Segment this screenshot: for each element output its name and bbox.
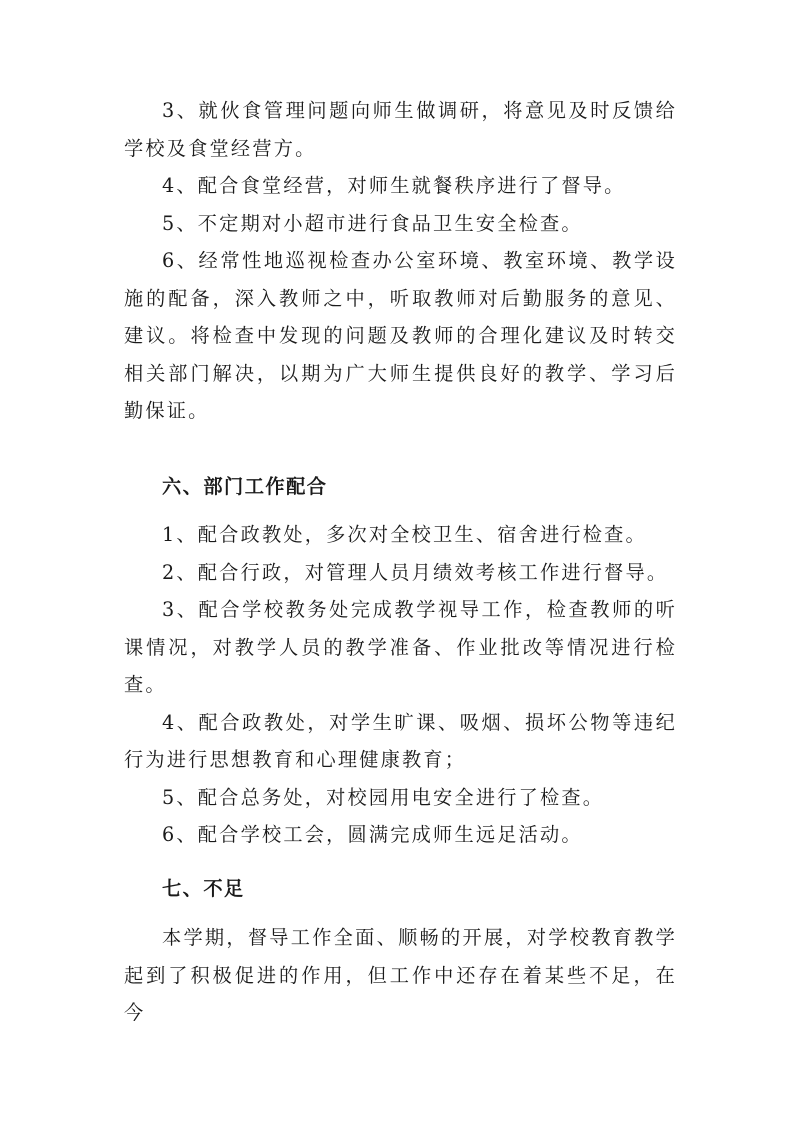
paragraph-item-3: 3、就伙食管理问题向师生做调研，将意见及时反馈给学校及食堂经营方。: [124, 99, 677, 160]
section-seven-heading: 七、不足: [162, 876, 245, 900]
section-six-item-1: 1、配合政教处，多次对全校卫生、宿舍进行检查。: [162, 523, 647, 546]
paragraph-item-5: 5、不定期对小超市进行食品卫生安全检查。: [162, 211, 583, 235]
section-six-item-4: 4、配合政教处，对学生旷课、吸烟、损坏公物等违纪行为进行思想教育和心理健康教育；: [124, 710, 677, 771]
section-six-item-6: 6、配合学校工会，圆满完成师生远足活动。: [162, 823, 583, 846]
paragraph-item-6: 6、经常性地巡视检查办公室环境、教室环境、教学设施的配备，深入教师之中，听取教师对后勤服务的意见、建议。将检查中发现的问题及教师的合理化建议及时转交相关部门解决，以期为广大师生提供良好的教学、学习后勤保证。: [124, 249, 677, 422]
document-body: [124, 92, 677, 1032]
section-seven-paragraph: 本学期，督导工作全面、顺畅的开展，对学校教育教学起到了积极促进的作用，但工作中还存在着某些不足，在今: [124, 926, 677, 1024]
paragraph-item-4: 4、配合食堂经营，对师生就餐秩序进行了督导。: [162, 174, 626, 197]
section-six-heading: 六、部门工作配合: [162, 474, 328, 498]
section-six-item-2: 2、配合行政，对管理人员月绩效考核工作进行督导。: [162, 560, 669, 584]
section-six-item-3: 3、配合学校教务处完成教学视导工作，检查教师的听课情况，对教学人员的教学准备、作业批改等情况进行检查。: [124, 598, 677, 696]
section-six-item-5: 5、配合总务处，对校园用电安全进行了检查。: [162, 785, 605, 809]
section-six-items: [124, 516, 677, 854]
section-five-items: [124, 92, 677, 430]
